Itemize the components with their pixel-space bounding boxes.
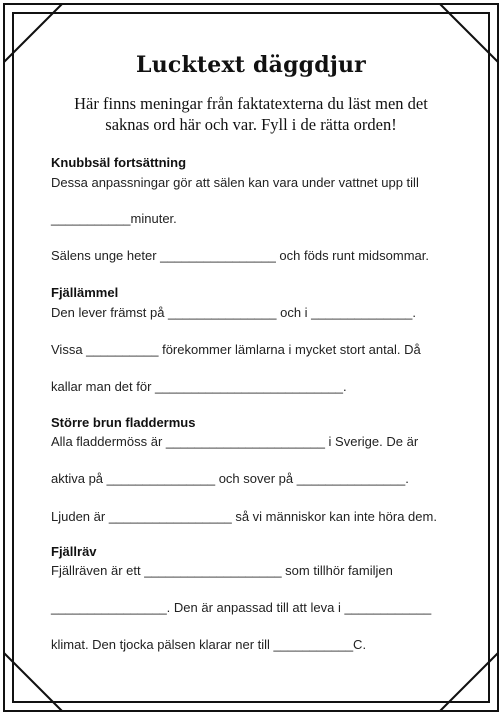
section-heading-fjallammel: Fjällämmel: [51, 285, 119, 300]
sentence-line: ___________minuter.: [51, 211, 177, 226]
sentence-line: Alla fladdermöss är ______________________ i Sverige. De är: [51, 434, 419, 449]
instructions-text: Här finns meningar från faktatexterna du läst men det saknas ord här och var. Fyll i de rätta orden!: [74, 94, 428, 134]
sentence-line: Vissa __________ förekommer lämlarna i mycket stort antal. Då: [51, 342, 421, 357]
page-title: Lucktext däggdjur: [136, 52, 366, 78]
sentence-line: Fjällräven är ett ___________________ som tillhör familjen: [51, 563, 393, 578]
sentence-line: klimat. Den tjocka pälsen klarar ner till ___________C.: [51, 637, 367, 652]
sentence-line: Dessa anpassningar gör att sälen kan vara under vattnet upp till: [51, 175, 419, 190]
section-heading-fjallrav: Fjällräv: [51, 544, 97, 559]
sentence-line: aktiva på _______________ och sover på _______________.: [51, 471, 409, 486]
sentence-line: ________________. Den är anpassad till att leva i ____________: [51, 600, 432, 615]
sentence-line: kallar man det för __________________________.: [51, 379, 347, 394]
sentence-line: Den lever främst på _______________ och i ______________.: [51, 305, 417, 320]
sentence-line: Sälens unge heter ________________ och föds runt midsommar.: [51, 248, 429, 263]
section-heading-knubbsal: Knubbsäl fortsättning: [51, 155, 187, 170]
sentence-line: Ljuden är _________________ så vi människor kan inte höra dem.: [51, 509, 437, 524]
section-heading-fladdermus: Större brun fladdermus: [51, 415, 196, 430]
